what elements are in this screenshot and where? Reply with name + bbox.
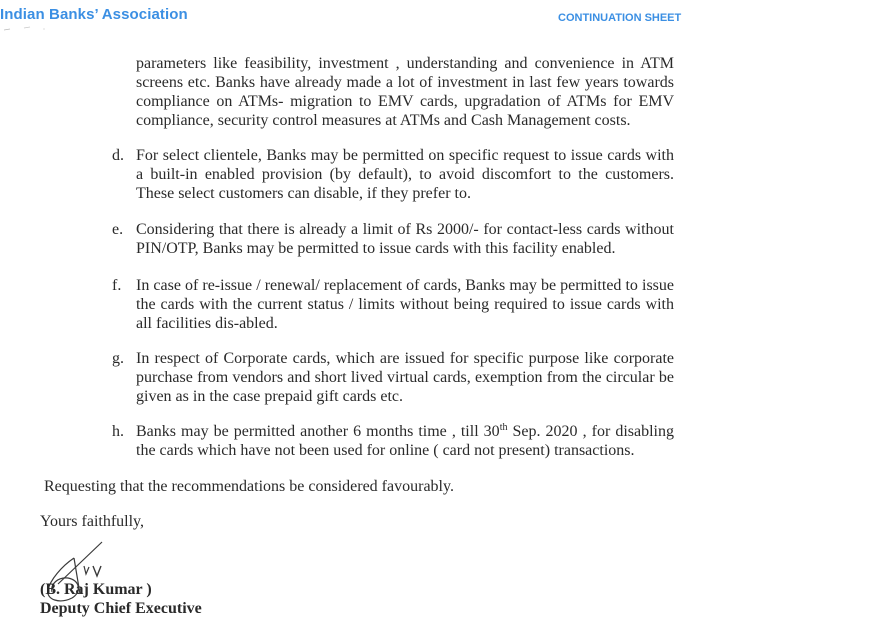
list-item-text: In case of re-issue / renewal/ replacement of cards, Banks may be permitted to issue the cards with the current status / limits without being required to issue cards with all facilities dis-abled.	[136, 277, 674, 332]
continuation-sheet-label: CONTINUATION SHEET	[558, 12, 682, 24]
letterhead-specks	[4, 26, 74, 32]
item-h-text-start: Banks may be permitted another 6 months time , till 30	[136, 423, 500, 440]
intro-line: compliance on ATMs- migration to EMV cards, upgradation of ATMs for EMV	[136, 93, 674, 110]
intro-line: parameters like feasibility, investment , understanding and convenience in ATM	[136, 55, 674, 72]
ordinal-suffix: th	[499, 422, 508, 433]
signatory-name: (B. Raj Kumar )	[40, 581, 152, 598]
intro-line: screens etc. Banks have already made a lot of investment in last few years towards	[136, 74, 674, 91]
list-marker: d.	[112, 147, 124, 164]
list-marker: f.	[112, 277, 122, 294]
list-item-text: In respect of Corporate cards, which are issued for specific purpose like corporate purchase from vendors and short lived virtual cards, exemption from the circular be given as in the case prepaid gift cards etc.	[136, 350, 674, 405]
list-marker: e.	[112, 221, 124, 238]
list-item-text	[136, 422, 674, 460]
list-marker: h.	[112, 423, 124, 440]
intro-paragraph	[136, 54, 674, 130]
intro-line: compliance, security control measures at ATMs and Cash Management costs.	[136, 112, 631, 129]
closing-request: Requesting that the recommendations be considered favourably.	[44, 478, 454, 495]
list-item-text: Considering that there is already a limit of Rs 2000/- for contact-less cards without PIN/OTP, Banks may be permitted to issue cards with this facility enabled.	[136, 221, 674, 257]
list-item-text: For select clientele, Banks may be permitted on specific request to issue cards with a built-in enabled provision (by default), to avoid discomfort to the customers. These select customers can disable, if they prefer to.	[136, 147, 674, 202]
salutation: Yours faithfully,	[40, 513, 145, 530]
list-marker: g.	[112, 350, 124, 367]
organization-name: Indian Banks’ Association	[0, 6, 188, 23]
signatory-title: Deputy Chief Executive	[40, 600, 202, 617]
item-h-text-end: Sep. 2020 , for disabling the cards which have not been used for online ( card not present) transactions.	[136, 423, 674, 459]
